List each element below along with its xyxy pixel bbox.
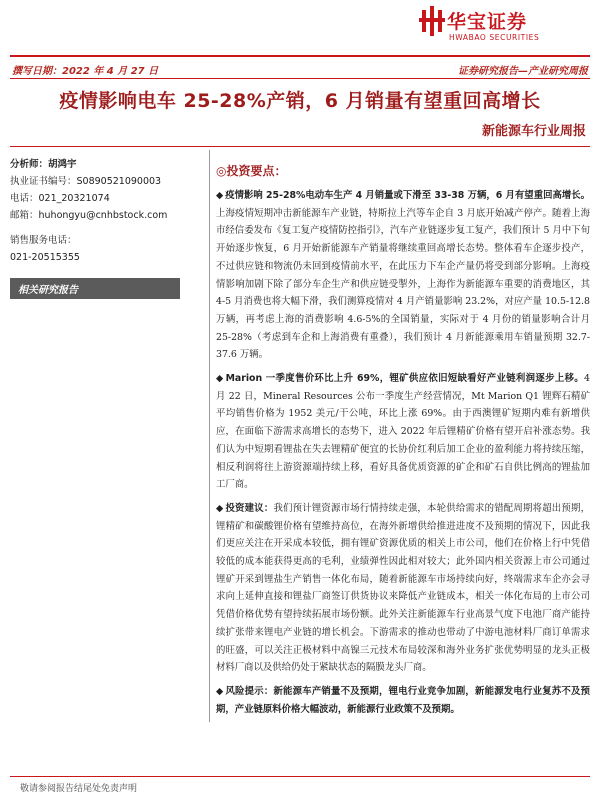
page-subtitle: 新能源车行业周报 <box>481 124 586 139</box>
column-divider <box>209 150 210 722</box>
footer-disclaimer: 敬请参阅报告结尾处免责声明 <box>20 784 138 794</box>
main-content <box>216 162 590 724</box>
analyst-name: 分析师：胡鸿宇 <box>10 159 77 170</box>
phone-number: 电话：021_20321074 <box>10 193 110 204</box>
hwabao-logo-icon <box>419 6 445 36</box>
header-rule <box>10 55 590 57</box>
paragraph-marion-body: 4 月 22 日，Mineral Resources 公布一季度生产经营情况，Mt Marion Q1 锂辉石精矿平均销售价格为 1952 美元/干公吨，环比上涨 69%。由于西澳锂矿短期内难有新增供应，在面临下游需求高增长的态势下，进入 2022 年后锂精矿价格有望开启补涨态势。我们认为中短期看锂盐在失去锂精矿便宜的长协价红利后加工企业的盈利能力将持续压缩，相反利润将往上游资源端持续上移，看好具备优质资源的矿企和矿石自供比例高的锂盐加工厂商。 <box>216 373 590 491</box>
paragraph-investment-advice <box>216 500 590 677</box>
report-type: 证券研究报告—产业研究周报 <box>458 66 588 77</box>
sidebar <box>10 150 196 299</box>
brand-name-cn: 华宝证券 <box>447 11 528 33</box>
license-number: 执业证书编号：S0890521090003 <box>10 176 162 187</box>
header-subrule <box>10 78 590 79</box>
paragraph-sales-impact-body: 上海疫情短期冲击新能源车产业链，特斯拉上汽等车企自 3 月底开始减产停产。随着上海市经信委发布《复工复产疫情防控指引》，汽车产业链逐步复工复产，我们预计 5 月中下旬开始逐步恢复，6 月开始新能源车产销量将继续重回高增长态势。整体看车企逐步投产，不过供应链和物流仍未回到疫情前水平，在此压力下车企产量仍将受到部分影响。上海疫情影响加剧下除了部分车企生产和供应链受掣外，上海作为新能源车重要的消费地区，其 4-5 月消费也将大幅下滑，我们测算疫情对 4 月产销量影响 23.2%，对应产量 10.5-12.8 万辆，再考虑上海的消费影响 4.6-5%的全国销量，实际对于 4 月份的销量影响合计月 25-28%（考虑到车企和上海消费有重叠），我们预计 4 月新能源乘用车销量预期 32.7-37.6 万辆。 <box>216 207 590 361</box>
paragraph-risk-lead: 风险提示： <box>225 685 274 697</box>
report-date: 撰写日期：2022 年 4 月 27 日 <box>12 66 159 77</box>
page-title: 疫情影响电车 25-28%产销，6 月销量有望重回高增长 <box>59 90 541 112</box>
investment-highlights-heading: ◎投资要点： <box>216 164 287 178</box>
paragraph-sales-impact-lead: 疫情影响 25-28%电动车生产 4 月销量或下滑至 33-38 万辆，6 月有望重回高增长。 <box>225 190 590 201</box>
paragraph-marion <box>216 370 590 494</box>
diamond-bullet-icon: ◆ <box>216 685 224 697</box>
sales-label: 销售服务电话： <box>10 235 77 246</box>
sales-phone: 021-20515355 <box>10 252 80 263</box>
email-address[interactable]: 邮箱：huhongyu@cnhbstock.com <box>10 210 168 221</box>
paragraph-investment-advice-lead: 投资建议： <box>225 502 274 514</box>
title-rule <box>10 146 590 147</box>
paragraph-investment-advice-body: 我们预计锂资源市场行情持续走强，本轮供给需求的错配周期将超出预期，锂精矿和碳酸锂价格有望维持高位，在海外新增供给推进进度不及预期的情况下，因此我们更应关注在开采成本较低，拥有锂矿资源优质的相关上市公司，他们在价格上行中凭借较低的成本能获得更高的毛利，业绩弹性因此相对较大；此外国内相关资源上市公司通过锂矿开采到锂盐生产销售一体化布局，随着新能源车市场持续向好，终端需求车企亦会寻求向上延伸直接和锂盐厂商签订供货协议来降低产业链成本，相关一体化布局的上市公司凭借价格优势有望持续拓展市场份额。此外关注新能源车行业高景气度下电池厂商产能持续扩张带来锂电产业链的增长机会。下游需求的推动也带动了中游电池材料厂商订单需求的旺盛，可以关注正极材料中高镍三元技术布局较深和海外业务扩张优势明显的龙头正极材料厂商以及供给仍处于紧缺状态的隔膜龙头厂商。 <box>216 502 590 674</box>
company-logo <box>419 6 591 48</box>
paragraph-sales-impact <box>216 187 590 364</box>
diamond-bullet-icon: ◆ <box>216 373 224 385</box>
diamond-bullet-icon: ◆ <box>216 190 224 201</box>
paragraph-risk <box>216 683 590 718</box>
related-reports-header: 相关研究报告 <box>10 278 180 299</box>
paragraph-risk-body: 新能源车产销量不及预期，锂电行业竞争加剧，新能源发电行业复苏不及预期，产业链原料价格大幅波动，新能源行业政策不及预期。 <box>216 685 590 715</box>
paragraph-marion-lead: Marion 一季度售价环比上升 69%，锂矿供应依旧短缺看好产业链利润逐步上移。 <box>225 373 585 385</box>
diamond-bullet-icon: ◆ <box>216 502 224 514</box>
footer-rule <box>10 776 590 777</box>
brand-name-en: HWABAO SECURITIES <box>449 33 540 42</box>
